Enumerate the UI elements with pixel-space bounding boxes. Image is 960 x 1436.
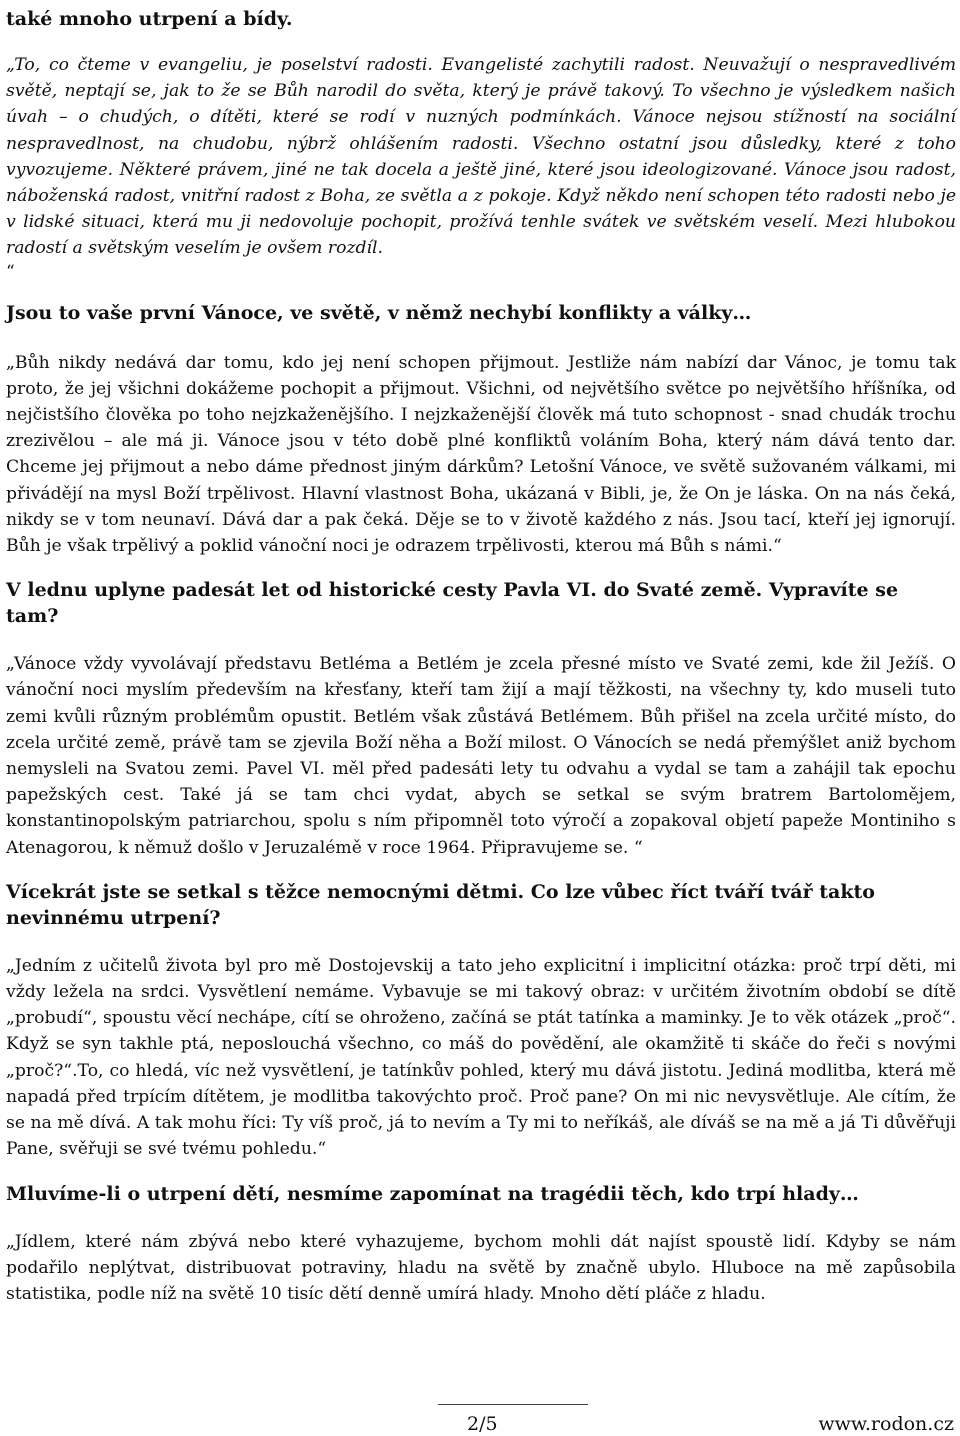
footer-divider xyxy=(438,1404,588,1405)
paragraph-1 xyxy=(6,52,956,262)
page-footer xyxy=(0,1404,960,1436)
top-line: také mnoho utrpení a bídy. xyxy=(6,8,293,30)
site-link[interactable]: www.rodon.cz xyxy=(818,1413,954,1435)
document-page xyxy=(6,6,956,1307)
paragraph-1-text: „To, co čteme v evangeliu, je poselství radosti. Evangelisté zachytili radost. Neuvažují o nespravedlivém světě, neptají se, jak to že se Bůh narodil do světa, který je právě takový. To všechno je výsledkem našich úvah – o chudých, o dítěti, které se rodí v nuzných podmínkách. Vánoce nejsou stížností na sociální nespravedlnost, na chudobu, nýbrž ohlášením radosti. Všechno ostatní jsou důsledky, které z toho vyvozujeme. Některé právem, jiné ne tak docela a ještě jiné, které jsou ideologizované. Vánoce jsou radost, náboženská radost, vnitřní radost z Boha, ze světla a z pokoje. Když někdo není schopen této radosti nebo je v lidské situaci, která mu ji nedovoluje pochopit, prožívá tenhle svátek ve světském veselí. Mezi hlubokou radostí a světským veselím je ovšem rozdíl. xyxy=(6,55,956,259)
question-heading-3: Vícekrát jste se setkal s těžce nemocnými dětmi. Co lze vůbec říct tváří tvář takto nevinnému utrpení? xyxy=(6,880,875,929)
question-heading-4: Mluvíme-li o utrpení dětí, nesmíme zapomínat na tragédii těch, kdo trpí hlady… xyxy=(6,1182,859,1205)
paragraph-2: „Bůh nikdy nedává dar tomu, kdo jej není schopen přijmout. Jestliže nám nabízí dar Vánoc, je tomu tak proto, že jej všichni dokážeme pochopit a přijmout. Všichni, od největšího světce po největšího hříšníka, od nejčistšího člověka po toho nejzkaženějšího. I nejzkaženější člověk má tuto schopnost - snad chudák trochu zrezivělou – ale má ji. Vánoce jsou v této době plné konfliktů voláním Boha, který nám dává tento dar. Chceme jej přijmout a nebo dáme přednost jiným dárkům? Letošní Vánoce, ve světě sužovaném válkami, mi přivádějí na mysl Boží trpělivost. Hlavní vlastnost Boha, ukázaná v Bibli, je, že On je láska. On na nás čeká, nikdy se v tom neunaví. Dává dar a pak čeká. Děje se to v životě každého z nás. Jsou tací, kteří jej ignorují. Bůh je však trpělivý a poklid vánoční noci je odrazem trpělivosti, kterou má Bůh s námi.“ xyxy=(6,352,956,557)
paragraph-5: „Jídlem, které nám zbývá nebo které vyhazujeme, bychom mohli dát najíst spoustě lidí. Kdyby se nám podařilo neplýtvat, distribuovat potraviny, hladu na světě by značně ubylo. Hluboce na mě zapůsobila statistika, podle níž na světě 10 tisíc dětí denně umírá hlady. Mnoho dětí pláče z hladu. xyxy=(6,1231,956,1304)
paragraph-1-close-quote: “ xyxy=(6,261,15,282)
question-heading-2: V lednu uplyne padesát let od historické cesty Pavla VI. do Svaté země. Vypravíte se tam? xyxy=(6,579,899,628)
question-heading-1: Jsou to vaše první Vánoce, ve světě, v němž nechybí konflikty a války… xyxy=(6,301,752,324)
page-number: 2/5 xyxy=(467,1413,498,1435)
paragraph-3: „Vánoce vždy vyvolávají představu Betléma a Betlém je zcela přesné místo ve Svaté zemi, kde žil Ježíš. O vánoční noci myslím především na křesťany, kteří tam žijí a mají těžkosti, na všechny ty, kdo museli tuto zemi kvůli různým problémům opustit. Betlém však zůstává Betlémem. Bůh přišel na zcela určité místo, do zcela určité země, právě tam se zjevila Boží něha a Boží milost. O Vánocích se nedá přemýšlet aniž bychom nemysleli na Svatou zemi. Pavel VI. měl před padesáti lety tu odvahu a vydal se tam a zahájil tak epochu papežských cest. Také já se tam chci vydat, abych se setkal se svým bratrem Bartolomějem, konstantinopolským patriarchou, spolu s ním připomněl toto výročí a zopakoval objetí papeže Montiniho s Atenagorou, k němuž došlo v Jeruzalémě v roce 1964. Připravujeme se. “ xyxy=(6,654,956,858)
paragraph-4: „Jedním z učitelů života byl pro mě Dostojevskij a tato jeho explicitní i implicitní otázka: proč trpí děti, mi vždy ležela na srdci. Vysvětlení nemáme. Vybavuje se mi takový obraz: v určitém životním období se dítě „probudí“, spoustu věcí nechápe, cítí se ohroženo, začíná se ptát tatínka a maminky. Je to věk otázek „proč“. Když se syn takhle ptá, neposlouchá všechno, co máš do povědění, ale okamžitě ti skáče do řeči s novými „proč?“.To, co hledá, víc než vysvětlení, je tatínkův pohled, který mu dává jistotu. Jediná modlitba, která mě napadá před trpícím dítětem, je modlitba takovýchto proč. Proč pane? On mi nic nevysvětluje. Ale cítím, že se na mě dívá. A tak mohu říci: Ty víš proč, já to nevím a Ty mi to neříkáš, ale díváš se na mě a já Ti důvěřuji Pane, svěřuji se své tvému pohledu.“ xyxy=(6,955,956,1160)
